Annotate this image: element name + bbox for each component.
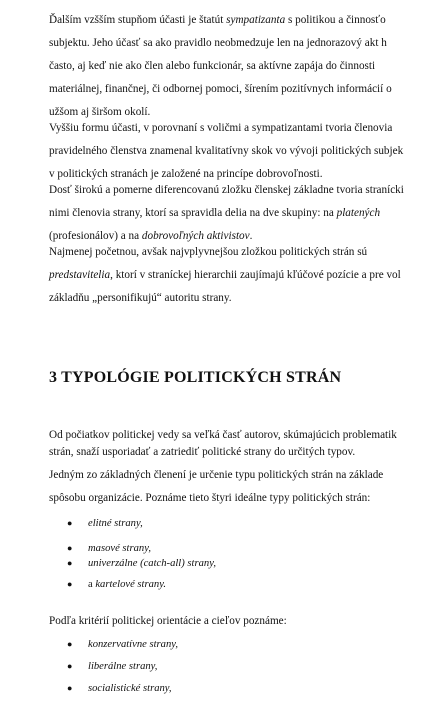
- emphasis: predstavitelia: [49, 269, 111, 281]
- bullet-icon: ●: [67, 639, 73, 649]
- paragraph-1-line-4: materiálnej, finančnej, či odbornej pomoci, šírením pozitívnych informácií o: [49, 83, 392, 95]
- paragraph-3-line-3: [49, 229, 252, 243]
- list-item: [67, 516, 143, 531]
- list-item-text: liberálne strany,: [88, 661, 158, 672]
- paragraph-2-line-1: Vyššiu formu účasti, v porovnaní s voličmi a sympatizantami tvoria členovia: [49, 122, 393, 134]
- list-item: [67, 659, 157, 674]
- bullet-icon: ●: [67, 558, 73, 568]
- text: Ďalším vzšším stupňom účasti je štatút: [49, 14, 227, 26]
- paragraph-4-line-3: základňu „personifikujú“ autoritu strany.: [49, 292, 232, 304]
- paragraph-5-line-3: Jedným zo základných členení je určenie typu politických strán na základe: [49, 469, 384, 481]
- list-item: [67, 681, 172, 696]
- list-item: [67, 556, 216, 571]
- list-item: [67, 577, 166, 592]
- text: .: [249, 230, 253, 242]
- paragraph-4-line-1: Najmenej početnou, avšak najvplyvnejšou zložkou politických strán sú: [49, 246, 368, 258]
- paragraph-5-line-1: Od počiatkov politickej vedy sa veľká časť autorov, skúmajúcich problematik: [49, 429, 397, 441]
- bullet-icon: ●: [67, 683, 73, 693]
- list-item-text: masové strany,: [88, 543, 151, 554]
- paragraph-6: Podľa kritérií politickej orientácie a cieľov poznáme:: [49, 615, 287, 627]
- paragraph-5-line-4: spôsobu organizácie. Poznáme tieto štyri ideálne typy politických strán:: [49, 492, 371, 504]
- emphasis: dobrovoľných aktivistov: [141, 230, 250, 242]
- emphasis: sympatizanta: [226, 14, 286, 26]
- text: s politikou a činnosťo: [285, 14, 386, 26]
- list-item-text: univerzálne (catch-all) strany,: [88, 558, 216, 569]
- list-item-text: kartelové strany.: [95, 579, 166, 590]
- list-item: [67, 637, 178, 652]
- paragraph-3-line-1: Dosť širokú a pomerne diferencovanú zložku členskej základne tvoria stranícki: [49, 184, 404, 196]
- section-heading: 3 TYPOLÓGIE POLITICKÝCH STRÁN: [49, 369, 342, 386]
- paragraph-2-line-2: pravidelného členstva znamenal kvalitatívny skok vo vývoji politických subjek: [49, 145, 404, 157]
- emphasis: platených: [336, 207, 381, 219]
- bullet-icon: ●: [67, 518, 73, 528]
- list-item-text: konzervatívne strany,: [88, 639, 179, 650]
- paragraph-1-line-2: subjektu. Jeho účasť sa ako pravidlo neobmedzuje len na jednorazový akt h: [49, 37, 387, 49]
- bullet-icon: ●: [67, 543, 73, 553]
- paragraph-1-line-5: užšom aj širšom okolí.: [49, 106, 151, 118]
- text: nimi členovia strany, ktorí sa spravidla delia na dve skupiny: na: [49, 207, 337, 219]
- paragraph-5-line-2: strán, snaží usporiadať a zatriediť politické strany do určitých typov.: [49, 446, 356, 458]
- bullet-icon: ●: [67, 661, 73, 671]
- paragraph-2-line-3: v politických stranách je založené na princípe dobrovoľnosti.: [49, 168, 323, 180]
- text: , ktorí v straníckej hierarchii zaujímajú kľúčové pozície a pre vol: [110, 269, 401, 281]
- paragraph-1-line-1: [49, 13, 386, 27]
- paragraph-3-line-2: [49, 206, 380, 220]
- list-item: [67, 541, 151, 556]
- list-item-text: elitné strany,: [88, 518, 143, 529]
- list-item-text: socialistické strany,: [88, 683, 172, 694]
- paragraph-4-line-2: [49, 268, 401, 282]
- list-item-prefix: a: [88, 579, 96, 590]
- paragraph-1-line-3: často, aj keď nie ako člen alebo funkcionár, sa aktívne zapája do činnosti: [49, 60, 376, 72]
- bullet-icon: ●: [67, 579, 73, 589]
- text: (profesionálov) a na: [49, 230, 142, 242]
